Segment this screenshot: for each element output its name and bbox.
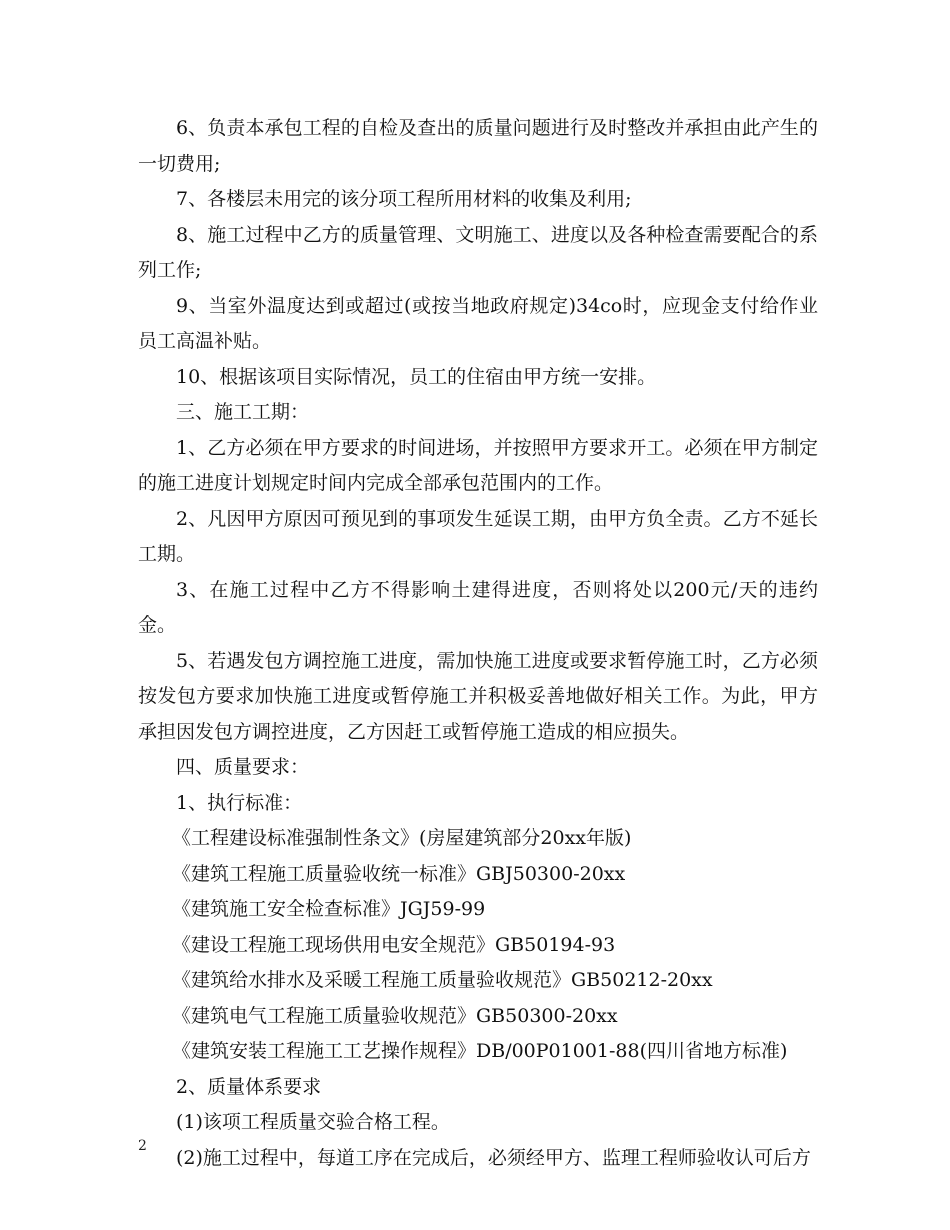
paragraph-item-9: 9、当室外温度达到或超过(或按当地政府规定)34co时，应现金支付给作业员工高温补贴。 bbox=[138, 294, 818, 352]
standard-item: 《建筑安装工程施工工艺操作规程》DB/00P01001-88(四川省地方标准) bbox=[172, 1040, 788, 1062]
paragraph-item-10: 10、根据该项目实际情况，员工的住宿由甲方统一安排。 bbox=[176, 365, 657, 388]
section-heading-quality-requirements: 四、质量要求： bbox=[176, 756, 310, 778]
document-body bbox=[138, 111, 818, 1176]
paragraph-item-8: 8、施工过程中乙方的质量管理、文明施工、进度以及各种检查需要配合的系列工作; bbox=[138, 223, 818, 281]
period-item-5: 5、若遇发包方调控施工进度，需加快施工进度或要求暂停施工时，乙方必须按发包方要求加快施工进度或暂停施工并积极妥善地做好相关工作。为此，甲方承担因发包方调控进度，乙方因赶工或暂停施工造成的相应损失。 bbox=[138, 649, 818, 743]
quality-item-system-requirements: 2、质量体系要求 bbox=[176, 1075, 322, 1098]
page-number: 2 bbox=[138, 1138, 147, 1154]
standard-item: 《建筑工程施工质量验收统一标准》GBJ50300-20xx bbox=[172, 862, 626, 885]
section-heading-construction-period: 三、施工工期： bbox=[176, 401, 310, 423]
paragraph-item-7: 7、各楼层未用完的该分项工程所用材料的收集及利用; bbox=[176, 188, 632, 210]
standard-item: 《建筑施工安全检查标准》JGJ59-99 bbox=[172, 898, 486, 920]
quality-item-standards: 1、执行标准： bbox=[176, 791, 303, 814]
standard-item: 《工程建设标准强制性条文》(房屋建筑部分20xx年版) bbox=[172, 827, 632, 849]
quality-system-item-1: (1)该项工程质量交验合格工程。 bbox=[176, 1111, 450, 1133]
period-item-1: 1、乙方必须在甲方要求的时间进场，并按照甲方要求开工。必须在甲方制定的施工进度计划规定时间内完成全部承包范围内的工作。 bbox=[138, 436, 818, 494]
standard-item: 《建筑电气工程施工质量验收规范》GB50300-20xx bbox=[172, 1004, 618, 1027]
period-item-3: 3、在施工过程中乙方不得影响土建得进度，否则将处以200元/天的违约金。 bbox=[138, 578, 818, 636]
period-item-2: 2、凡因甲方原因可预见到的事项发生延误工期，由甲方负全责。乙方不延长工期。 bbox=[138, 507, 818, 565]
paragraph-item-6: 6、负责本承包工程的自检及查出的质量问题进行及时整改并承担由此产生的一切费用; bbox=[138, 117, 818, 175]
standard-item: 《建筑给水排水及采暖工程施工质量验收规范》GB50212-20xx bbox=[172, 969, 713, 991]
standard-item: 《建设工程施工现场供用电安全规范》GB50194-93 bbox=[172, 933, 616, 956]
quality-system-item-2: (2)施工过程中，每道工序在完成后，必须经甲方、监理工程师验收认可后方 bbox=[176, 1146, 811, 1169]
